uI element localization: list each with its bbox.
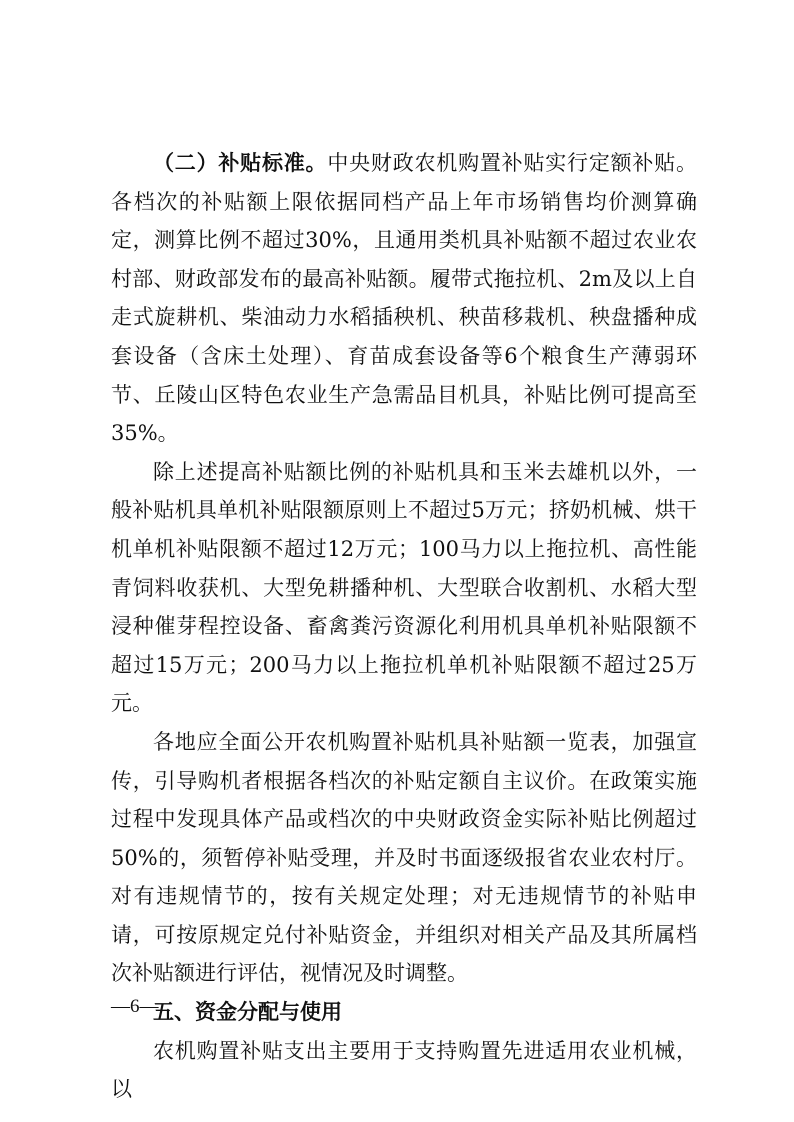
paragraph-subsidy-standard — [111, 144, 697, 453]
paragraph-subsidy-limits: 除上述提高补贴额比例的补贴机具和玉米去雄机以外，一般补贴机具单机补贴限额原则上不超过5万元；挤奶机械、烘干机单机补贴限额不超过12万元；100马力以上拖拉机、高性能青饲料收获机、大型免耕播种机、大型联合收割机、水稻大型浸种催芽程控设备、畜禽粪污资源化利用机具单机补贴限额不超过15万元；200马力以上拖拉机单机补贴限额不超过25万元。 — [111, 459, 697, 716]
page-number: —6— — [111, 996, 159, 1017]
paragraph-text: 中央财政农机购置补贴实行定额补贴。各档次的补贴额上限依据同档产品上年市场销售均价测算确定，测算比例不超过30%，且通用类机具补贴额不超过农业农村部、财政部发布的最高补贴额。履带式拖拉机、2m及以上自走式旋耕机、柴油动力水稻插秧机、秧苗移栽机、秧盘播种成套设备（含床土处理）、育苗成套设备等6个粮食生产薄弱环节、丘陵山区特色农业生产急需品目机具，补贴比例可提高至35%。 — [111, 151, 698, 446]
paragraph-fund-use: 农机购置补贴支出主要用于支持购置先进适用农业机械，以 — [111, 1038, 697, 1102]
document-body — [111, 144, 697, 1109]
section-heading: 五、资金分配与使用 — [153, 1000, 342, 1025]
paragraph-lead-heading: （二）补贴标准。 — [153, 151, 328, 175]
paragraph-disclosure: 各地应全面公开农机购置补贴机具补贴额一览表，加强宣传，引导购机者根据各档次的补贴定额自主议价。在政策实施过程中发现具体产品或档次的中央财政资金实际补贴比例超过50%的，须暂停补贴受理，并及时书面逐级报省农业农村厅。对有违规情节的，按有关规定处理；对无违规情节的补贴申请，可按原规定兑付补贴资金，并组织对相关产品及其所属档次补贴额进行评估，视情况及时调整。 — [111, 729, 697, 986]
